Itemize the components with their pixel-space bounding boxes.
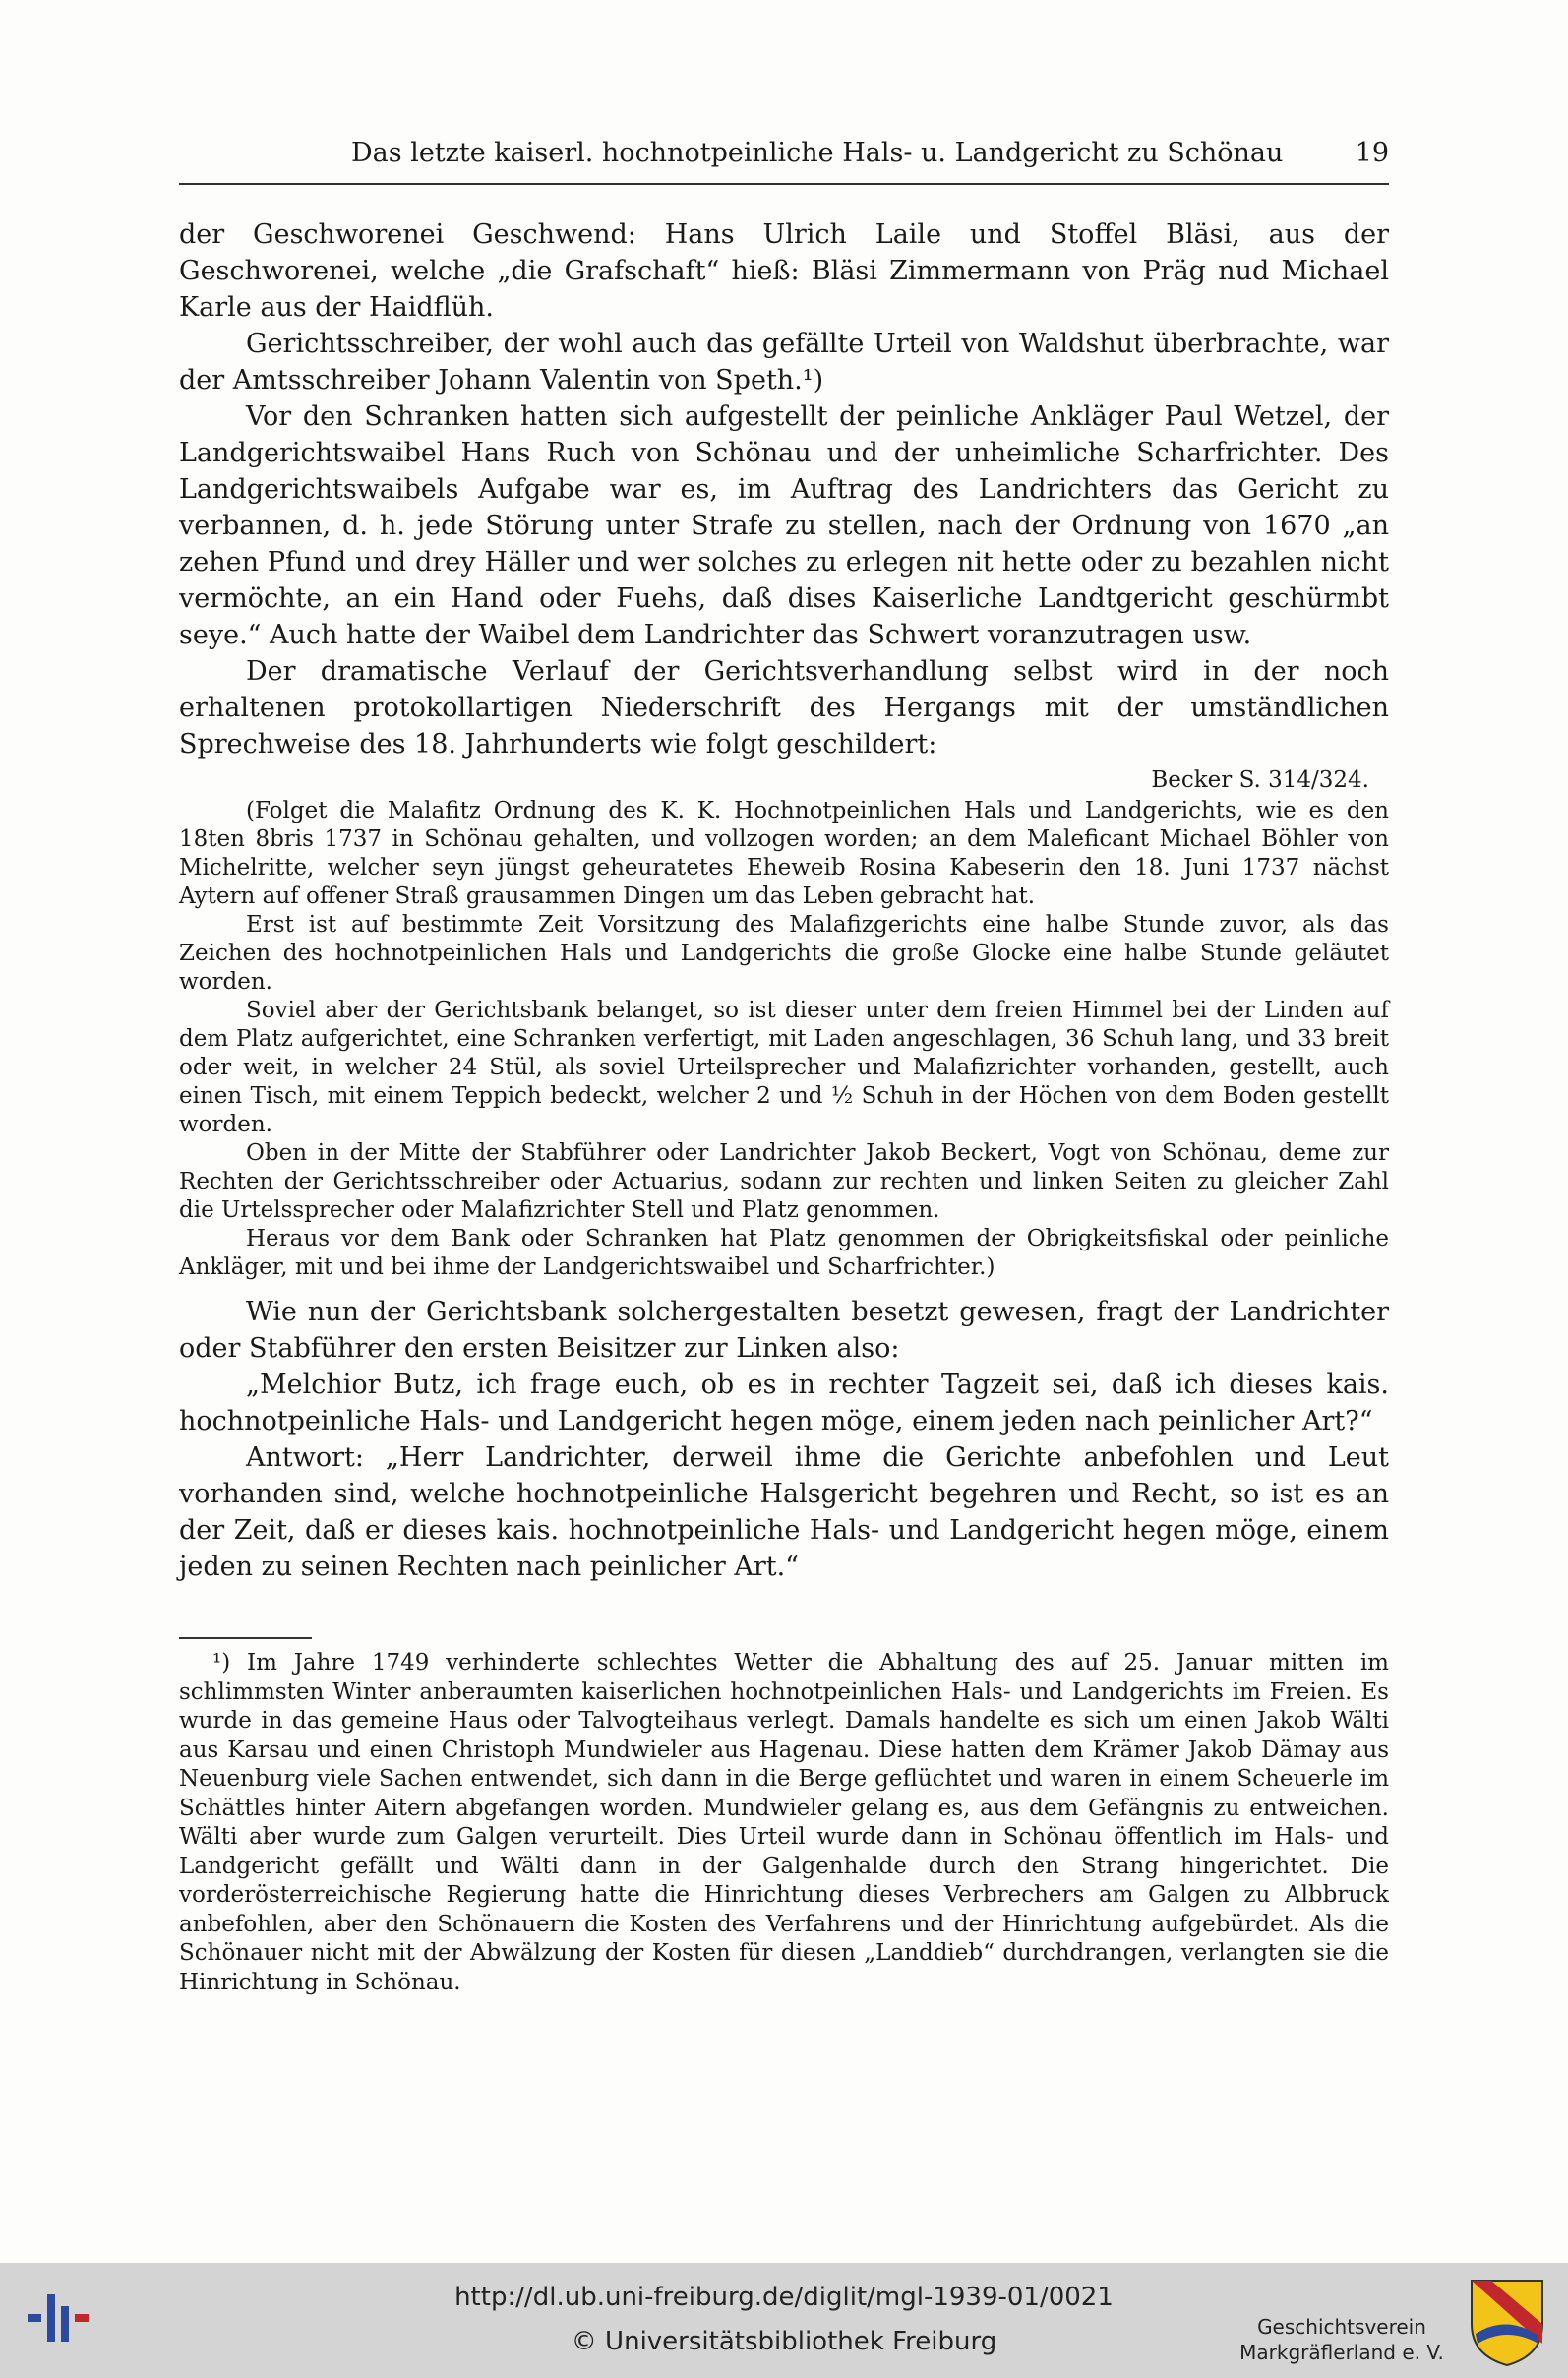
footnote-rule	[179, 1637, 312, 1639]
paragraph: „Melchior Butz, ich frage euch, ob es in rechter Tagzeit sei, daß ich dieses kais. hochnotpeinliche Hals- und Landgericht hegen möge, einem jeden nach peinlicher Art?“	[179, 1370, 1389, 1436]
running-head	[179, 138, 1389, 168]
paragraph: Antwort: „Herr Landrichter, derweil ihme die Gerichte anbefohlen und Leut vorhanden sind, welche hochnotpeinliche Halsgericht begehren und Recht, so ist es an der Zeit, daß er dieses kais. hochnotpeinliche Hals- und Landgericht hegen möge, einem jeden zu seinen Rechten nach peinlicher Art.“	[179, 1442, 1389, 1582]
footnote	[179, 1649, 1389, 1997]
society-name-line2: Markgräflerland e. V.	[1239, 2341, 1444, 2364]
quoted-paragraph: Oben in der Mitte der Stabführer oder Landrichter Jakob Beckert, Vogt von Schönau, deme zur Rechten der Gerichtsschreiber oder Actuarius, sodann zur rechten und linken Seiten zu gleicher Zahl die Urtelssprecher oder Malafizrichter Stell und Platz genommen.	[179, 1140, 1389, 1223]
running-head-title: Das letzte kaiserl. hochnotpeinliche Hals- u. Landgericht zu Schönau	[351, 138, 1284, 168]
viewer-footer	[0, 2263, 1568, 2378]
paragraph: der Geschworenei Geschwend: Hans Ulrich Laile und Stoffel Bläsi, aus der Geschworenei, welche „die Grafschaft“ hieß: Bläsi Zimmermann von Präg nud Michael Karle aus der Haidflüh.	[179, 219, 1389, 323]
quoted-paragraph: (Folget die Malafitz Ordnung des K. K. Hochnotpeinlichen Hals und Landgerichts, wie es den 18ten 8bris 1737 in Schönau gehalten, und vollzogen worden; an dem Maleficant Michael Böhler von Michelritte, welcher seyn jüngst geheuratetes Eheweib Rosina Kabeserin den 18. Juni 1737 nächst Aytern auf offener Straß grausammen Dingen um das Leben gebracht hat.	[179, 798, 1389, 909]
footer-society[interactable]	[1224, 2314, 1460, 2365]
society-name-line1: Geschichtsverein	[1257, 2315, 1426, 2339]
quoted-paragraph: Erst ist auf bestimmte Zeit Vorsitzung des Malafizgerichts eine halbe Stunde zuvor, als das Zeichen des hochnotpeinlichen Hals und Landgerichts die große Glocke eine halbe Stunde geläutet worden.	[179, 912, 1389, 995]
quoted-paragraph: Soviel aber der Gerichtsbank belanget, so ist dieser unter dem freien Himmel bei der Linden auf dem Platz aufgerichtet, eine Schranken verfertigt, mit Laden angeschlagen, 36 Schuh lang, und 33 breit oder weit, in welcher 24 Stül, als soviel Urteilsprecher und Malafizrichter vorhanden, gestellt, auch einen Tisch, mit einem Teppich bedeckt, welcher 2 und ½ Schuh in der Höchen von dem Boden gestellt worden.	[179, 998, 1389, 1137]
footer-url-link[interactable]: http://dl.ub.uni-freiburg.de/diglit/mgl-1939-01/0021	[454, 2283, 1114, 2312]
page-number: 19	[1355, 138, 1389, 168]
footnote-text: ¹) Im Jahre 1749 verhinderte schlechtes Wetter die Abhaltung des auf 25. Januar mitten im schlimmsten Winter anberaumten kaiserlichen hochnotpeinlichen Hals- und Landgerichts im Freien. Es wurde in das gemeine Haus oder Talvogteihaus verlegt. Damals handelte es sich um einen Jakob Wälti aus Karsau und einen Christoph Mundwieler aus Hagenau. Diese hatten dem Krämer Jakob Dämay aus Neuenburg viele Sachen entwendet, sich dann in die Berge geflüchtet und waren in einem Scheuerle im Schättles hinter Aitern abgefangen worden. Mundwieler gelang es, aus dem Gefängnis zu entweichen. Wälti aber wurde zum Galgen verurteilt. Dies Urteil wurde dann in Schönau öffentlich im Hals- und Landgericht gefällt und Wälti dann in der Galgenhalde durch den Strang hingerichtet. Die vorderösterreichische Regierung hatte die Hinrichtung dieses Verbrechers am Galgen zu Albbruck anbefohlen, aber den Schönauern die Kosten des Verfahrens und der Hinrichtung aufgebürdet. Als die Schönauer nicht mit der Abwälzung der Kosten für diesen „Landdieb“ durchdrangen, verlangten sie die Hinrichtung in Schönau.	[179, 1650, 1389, 1995]
footer-copyright: © Universitätsbibliothek Freiburg	[571, 2327, 997, 2356]
paragraph: Der dramatische Verlauf der Gerichtsverhandlung selbst wird in der noch erhaltenen protokollartigen Niederschrift des Hergangs mit der umständlichen Sprechweise des 18. Jahrhunderts wie folgt geschildert:	[179, 656, 1389, 760]
header-rule	[179, 183, 1389, 185]
paragraph: Vor den Schranken hatten sich aufgestellt der peinliche Ankläger Paul Wetzel, der Landgerichtswaibel Hans Ruch von Schönau und der unheimliche Scharfrichter. Des Landgerichtswaibels Aufgabe war es, im Auftrag des Landrichters das Gericht zu verbannen, d. h. jede Störung unter Strafe zu stellen, nach der Ordnung von 1670 „an zehen Pfund und drey Häller und wer solches zu erlegen nit hette oder zu bezahlen nicht vermöchte, an ein Hand oder Fuehs, daß dises Kaiserliche Landtgericht geschürmbt seye.“ Auch hatte der Waibel dem Landrichter das Schwert voranzutragen usw.	[179, 401, 1389, 650]
paragraph: Gerichtsschreiber, der wohl auch das gefällte Urteil von Waldshut überbrachte, war der Amtsschreiber Johann Valentin von Speth.¹)	[179, 329, 1389, 396]
source-citation: Becker S. 314/324.	[1151, 767, 1369, 793]
coat-of-arms-icon	[1466, 2275, 1548, 2369]
body-text	[179, 216, 1389, 1585]
quoted-paragraph: Heraus vor dem Bank oder Schranken hat Platz genommen der Obrigkeitsfiskal oder peinliche Ankläger, mit und bei ihme der Landgerichtswaibel und Scharfrichter.)	[179, 1226, 1389, 1280]
paragraph: Wie nun der Gerichtsbank solchergestalten besetzt gewesen, fragt der Landrichter oder Stabführer den ersten Beisitzer zur Linken also:	[179, 1297, 1389, 1364]
